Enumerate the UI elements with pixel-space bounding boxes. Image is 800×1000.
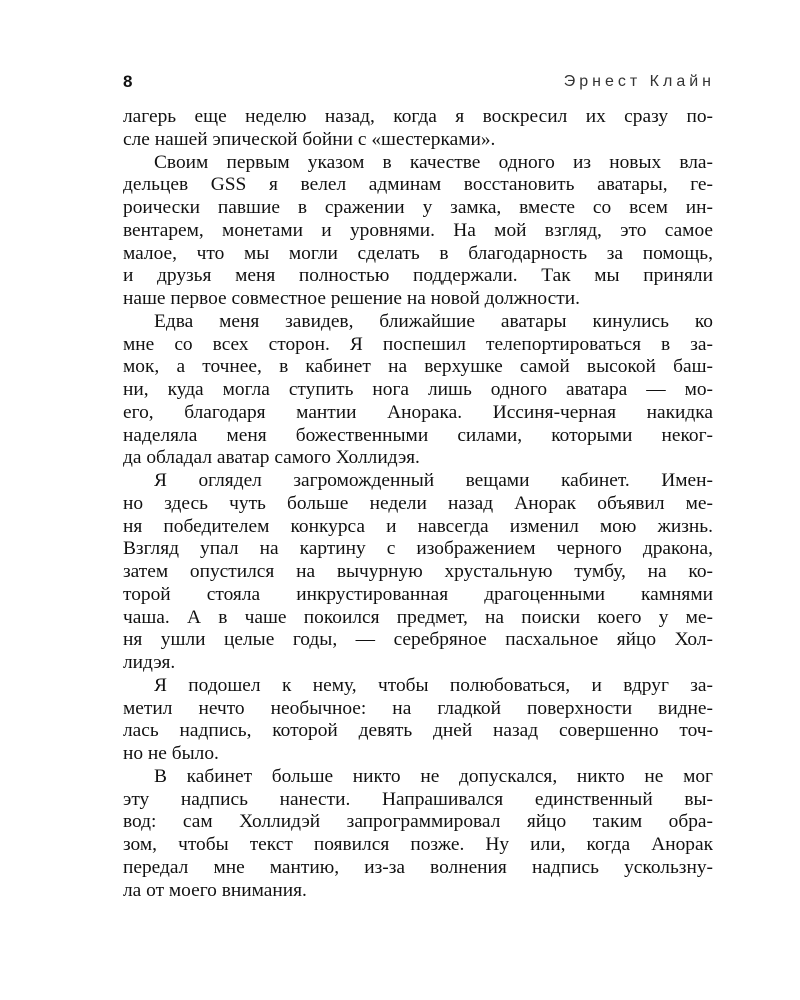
page-header (123, 70, 715, 94)
text-line: чаша. А в чаше покоился предмет, на поиски коего у ме- (123, 606, 713, 628)
text-line: сле нашей эпической бойни с «шестерками». (123, 128, 496, 150)
text-line: ня ушли целые годы, — серебряное пасхальное яйцо Хол- (123, 629, 713, 651)
running-head-author: Эрнест Клайн (563, 73, 715, 90)
text-line: но здесь чуть больше недели назад Анорак объявил ме- (123, 492, 713, 514)
text-line: эту надпись нанести. Напрашивался единственный вы- (123, 788, 713, 810)
text-line: ла от моего внимания. (123, 879, 307, 901)
text-line: метил нечто необычное: на гладкой поверхности видне- (123, 697, 713, 719)
text-line: передал мне мантию, из-за волнения надпись ускользну- (123, 856, 713, 878)
text-line: мок, а точнее, в кабинет на верхушке самой высокой баш- (123, 356, 713, 378)
text-line: ни, куда могла ступить нога лишь одного аватара — мо- (123, 379, 713, 400)
text-line: наделяла меня божественными силами, которыми неког- (123, 424, 713, 446)
text-line: но не было. (123, 743, 219, 764)
text-line: лась надпись, которой девять дней назад совершенно точ- (123, 720, 713, 742)
text-line: вентарем, монетами и уровнями. На мой взгляд, это самое (123, 219, 713, 241)
page-number: 8 (123, 72, 133, 91)
paragraph (123, 152, 713, 311)
paragraph (123, 106, 713, 152)
text-line: роически павшие в сражении у замка, вместе со всем ин- (123, 197, 713, 218)
text-line: торой стояла инкрустированная драгоценными камнями (123, 583, 713, 605)
text-line: лагерь еще неделю назад, когда я воскресил их сразу по- (123, 106, 713, 127)
text-line: Своим первым указом в качестве одного из новых вла- (154, 151, 713, 173)
text-line: ня победителем конкурса и навсегда изменил мою жизнь. (123, 515, 713, 537)
text-line: Я оглядел загроможденный вещами кабинет. Имен- (154, 470, 713, 491)
text-line: наше первое совместное решение на новой должности. (123, 288, 580, 309)
text-line: вод: сам Холлидэй запрограммировал яйцо таким обра- (123, 811, 713, 833)
text-line: лидэя. (123, 652, 176, 673)
text-line: затем опустился на вычурную хрустальную тумбу, на ко- (123, 561, 713, 582)
text-line: В кабинет больше никто не допускался, никто не мог (154, 765, 713, 787)
paragraph (123, 766, 713, 903)
text-line: Взгляд упал на картину с изображением черного дракона, (123, 538, 713, 560)
paragraph (123, 311, 713, 470)
body-text (123, 106, 713, 902)
text-line: Едва меня завидев, ближайшие аватары кинулись ко (154, 310, 713, 332)
text-line: малое, что мы могли сделать в благодарность за помощь, (123, 242, 713, 264)
text-line: зом, чтобы текст появился позже. Ну или, когда Анорак (123, 834, 713, 855)
text-line: его, благодаря мантии Анорака. Иссиня-черная накидка (123, 401, 713, 423)
text-line: и друзья меня полностью поддержали. Так мы приняли (123, 265, 713, 287)
text-line: Я подошел к нему, чтобы полюбоваться, и вдруг за- (154, 674, 713, 696)
text-line: да обладал аватар самого Холлидэя. (123, 447, 420, 469)
text-line: мне со всех сторон. Я поспешил телепортироваться в за- (123, 333, 713, 355)
paragraph (123, 470, 713, 675)
text-line: дельцев GSS я велел админам восстановить аватары, ге- (123, 174, 713, 196)
paragraph (123, 675, 713, 766)
